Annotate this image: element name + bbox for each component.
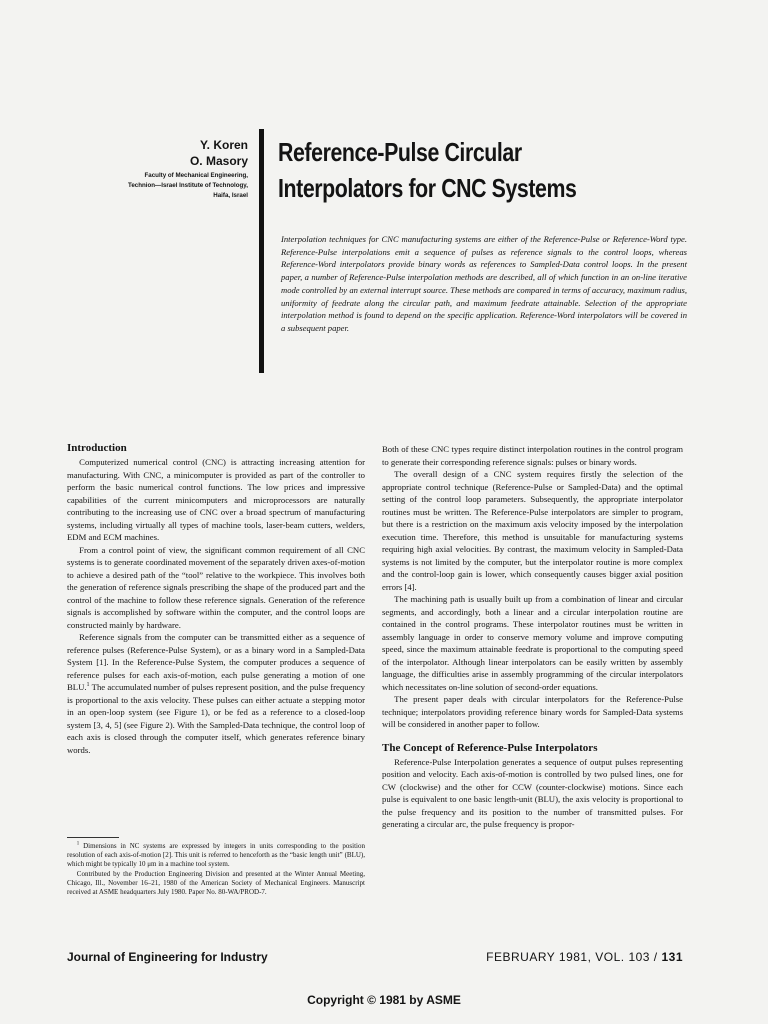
- paragraph: [67, 631, 365, 756]
- copyright: Copyright © 1981 by ASME: [307, 993, 461, 1007]
- paragraph-text: Reference signals from the computer can be transmitted either as a sequence of reference pulses (Reference-Pulse System), or as a binary word in a Sampled-Data System [1]. In the Reference-Pulse System, the computer produces a sequence of reference pulses for each axis-of-motion, each pulse generating a motion of one BLU.: [67, 632, 365, 692]
- paragraph: Both of these CNC types require distinct interpolation routines in the control program to generate their corresponding reference signals: pulses or binary words.: [382, 444, 683, 467]
- section-heading-introduction: Introduction: [67, 442, 127, 454]
- author-name: Y. Koren: [199, 138, 248, 152]
- footnote: [67, 842, 365, 870]
- paragraph-text: The accumulated number of pulses represent position, and the pulse frequency is proportional to the axis velocity. These pulses can either actuate a stepping motor in an open-loop system (see Figure 1), or be fed as a reference to a closed-loop system [3, 4, 5] (see Figure 2). With the Sampled-Data technique, the control loop of each axis is closed through the computer itself, which generates reference binary words.: [67, 682, 365, 755]
- affiliation-line: Faculty of Mechanical Engineering,: [144, 172, 248, 179]
- journal-name: Journal of Engineering for Industry: [67, 950, 268, 964]
- author-name: O. Masory: [189, 154, 248, 168]
- right-column: [382, 443, 683, 831]
- contribution-note: Contributed by the Production Engineering Division and presented at the Winter Annual Meeting, Chicago, Ill., November 16–21, 1980 of the American Society of Mechanical Engineers. Manuscript received at ASME headquarters July 1980. Paper No. 80-WA/PROD-7.: [67, 869, 365, 897]
- paragraph: The present paper deals with circular interpolators for the Reference-Pulse technique; interpolators providing reference binary words for Sampled-Data systems will be considered in another paper to follow.: [382, 694, 683, 729]
- affiliation-line: Technion—Israel Institute of Technology,: [128, 182, 248, 189]
- footnote-ref: 1: [86, 682, 90, 689]
- title-line: Reference-Pulse Circular: [278, 137, 522, 167]
- author-block: [60, 137, 248, 201]
- left-column: [67, 441, 365, 756]
- issue-info: [486, 950, 683, 964]
- author-affiliation: [60, 171, 248, 201]
- footnote-rule: [67, 837, 119, 838]
- footnotes: [67, 842, 365, 897]
- paragraph: The machining path is usually built up from a combination of linear and circular segments, and accordingly, both a linear and a circular interpolation routine are contained in the control programs. These interpolator routines must be written in assembly language in order to conserve memory volume and improve computing speed, since the maximum attainable feedrate is proportional to the computing speed of the interpolator. Although linear interpolators can be easily written by assembly language, the difficulties arise in assembly programming of the circular interpolators which necessitates on-line solution of second-order equations.: [382, 594, 683, 692]
- title-line: Interpolators for CNC Systems: [278, 173, 577, 203]
- section-heading-concept: The Concept of Reference-Pulse Interpolators: [382, 741, 598, 754]
- issue-text: FEBRUARY 1981, VOL. 103 /: [486, 950, 662, 964]
- footnote-mark: 1: [76, 841, 80, 847]
- page-number: 131: [661, 950, 683, 964]
- paragraph: Computerized numerical control (CNC) is attracting increasing attention for manufacturing. With CNC, a minicomputer is provided as part of the controller to perform the basic numerical control functions. The low prices and impressive capabilities of the current minicomputers and microprocessors are naturally contributing to the increasing use of CNC over a broad spectrum of manufacturing systems, including virtually all types of machine tools, laser-beam cutters, welders, EDM and ECM machines.: [67, 457, 365, 542]
- abstract: Interpolation techniques for CNC manufacturing systems are either of the Reference-Pulse or Reference-Word type. Reference-Pulse interpolations emit a sequence of pulses as reference signals to the control loops, whereas Reference-Word interpolators provide binary words as references to Sampled-Data control loops. In the present paper, a number of Reference-Pulse interpolation methods are described, all of which function in an on-line iterative mode controlled by an external interrupt source. These methods are compared in terms of accuracy, maximum radius, uniformity of feedrate along the circular path, and maximum feedrate attainable. Selection of the appropriate interpolation method is found to depend on the specific application. Reference-Word interpolators will be covered in a subsequent paper.: [281, 234, 687, 333]
- footnote-text: Dimensions in NC systems are expressed by integers in units corresponding to the position resolution of each axis-of-motion [2]. This unit is referred to henceforth as the “basic length unit” (BLU), which might be typically 10 μm in a machine tool system.: [67, 842, 365, 869]
- paragraph: From a control point of view, the significant common requirement of all CNC systems is to generate coordinated movement of the separately driven axes-of-motion to achieve a desired path of the “tool” relative to the workpiece. This involves both the generation of reference signals prescribing the shape of the produced part and the control of the machine to follow these reference signals. Generation of the reference signals is accomplished by software within the computer, and the control loops are constructed mainly by hardware.: [67, 544, 365, 630]
- paragraph: Reference-Pulse Interpolation generates a sequence of output pulses representing position and velocity. Each axis-of-motion is controlled by two pulsed lines, one for CW (clockwise) and the other for CCW (counter-clockwise) motions. Since each pulse is equivalent to one basic length-unit (BLU), the axis velocity is proportional to the pulse frequency and its position to the number of transmitted pulses. For generating a circular arc, the pulse frequency is propor-: [382, 756, 683, 829]
- affiliation-line: Haifa, Israel: [213, 192, 248, 199]
- paragraph: The overall design of a CNC system requires firstly the selection of the appropriate control technique (Reference-Pulse or Sampled-Data) and the optimal setting of the control loop parameters. Subsequently, the appropriate interpolator routines must be written. The Reference-Pulse interpolators are simpler to program, but there is a restriction on the maximum axis velocity imposed by the interpolation execution time. Therefore, this method is unsuitable for manufacturing systems requiring high axial velocities. By contrast, the maximum velocity in Sampled-Data systems is not limited by the computer, but the interpolator routine is more complex and the control-loop gain is lower, which consequently causes bigger axial position errors [4].: [382, 469, 683, 592]
- title-rule: [259, 129, 264, 373]
- page-title: [278, 134, 663, 206]
